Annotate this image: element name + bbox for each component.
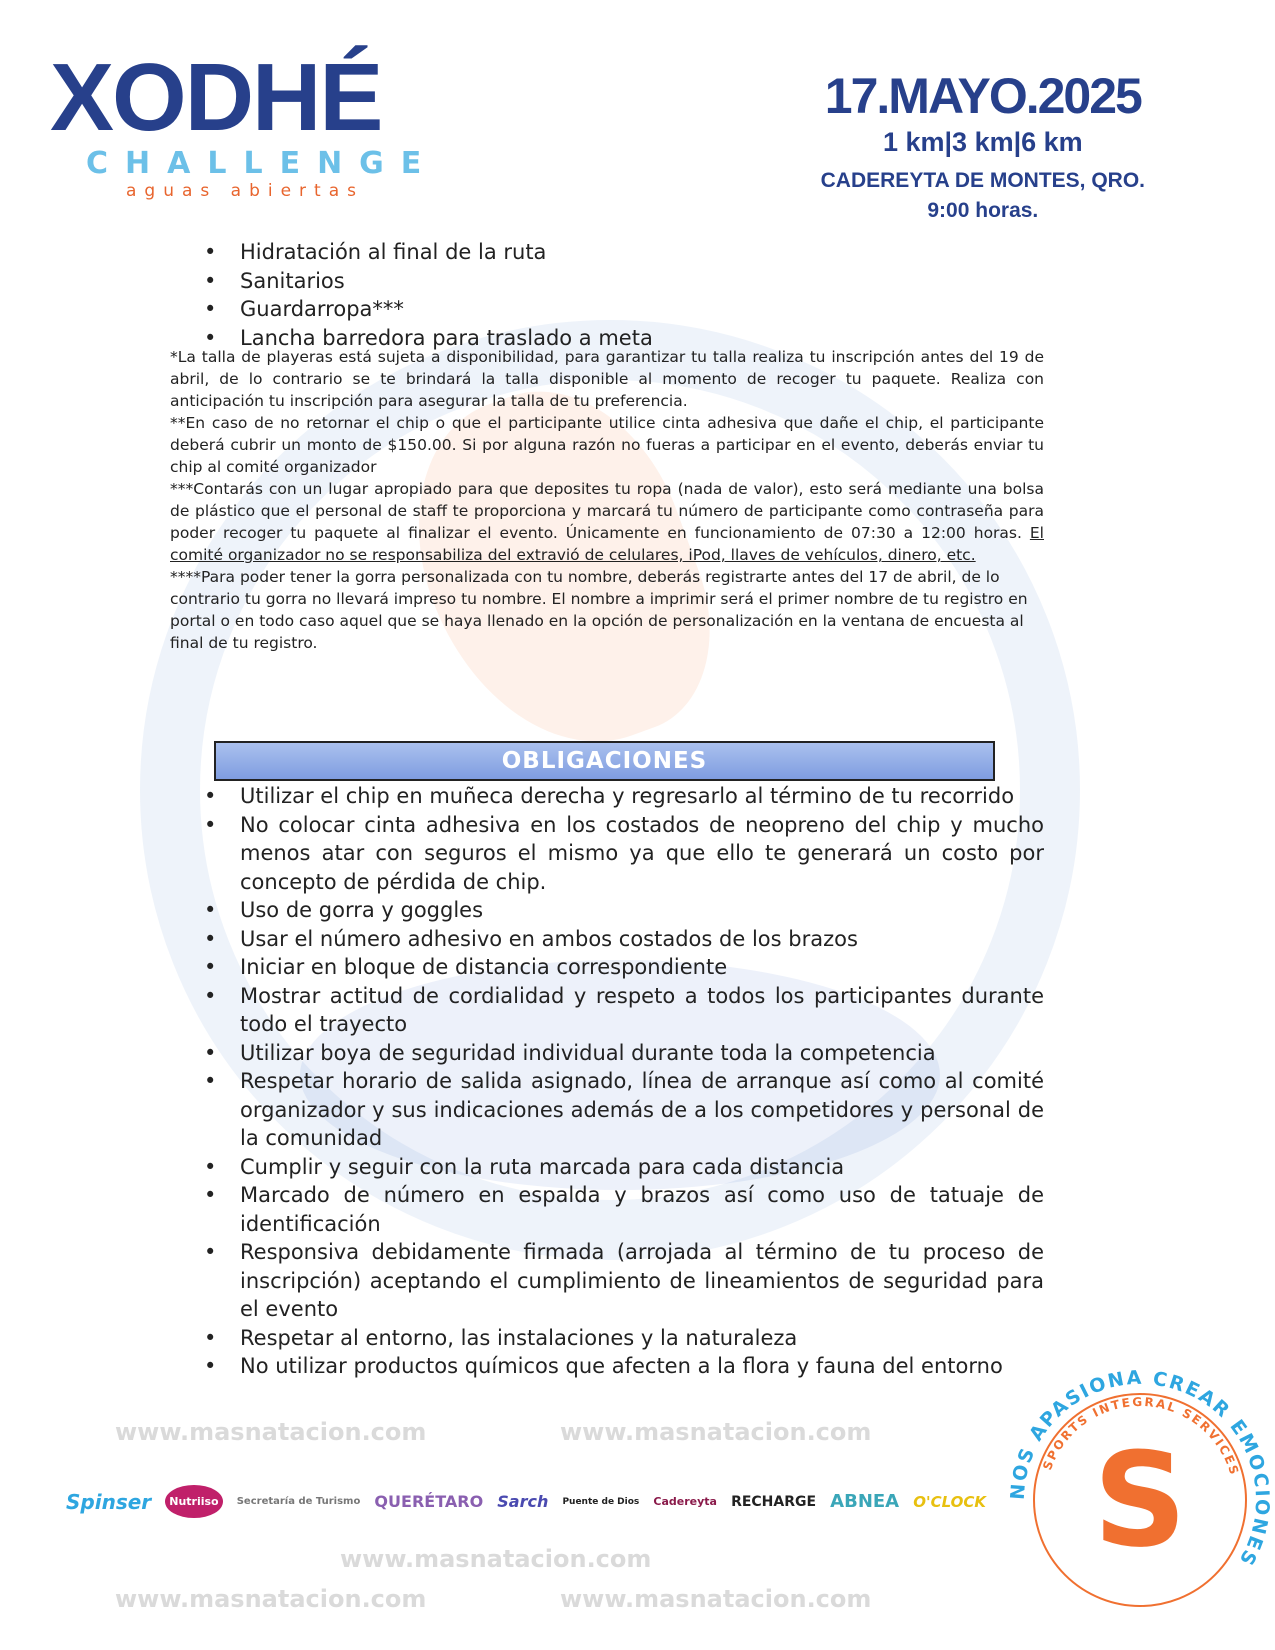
watermark: www.masnatacion.com [115,1585,427,1613]
sponsor-logo: RECHARGE [731,1493,817,1510]
watermark: www.masnatacion.com [340,1545,652,1573]
footnote-text: ***Contarás con un lugar apropiado para que deposites tu ropa (nada de valor), esto será mediante una bolsa de plástico que el personal de staff te proporciona y marcará tu número de participante como contraseña para poder recoger tu paquete al finalizar el evento. Únicamente en funcionamiento de 07:30 a 12:00 horas. [170,480,1044,542]
list-item: • Guardarropa*** [204,295,1044,324]
logo-subtitle: CHALLENGE [86,146,439,181]
logo-tagline: aguas abiertas [126,181,364,201]
footnotes [170,346,1044,654]
sports-integral-services-badge [1005,1365,1275,1635]
kit-list [204,238,1044,352]
watermark: www.masnatacion.com [560,1418,872,1446]
sponsor-logo: Spinser [66,1489,152,1514]
list-item: • Uso de gorra y goggles [204,896,1044,925]
event-logo [50,44,439,201]
list-item: • Iniciar en bloque de distancia correspondiente [204,953,1044,982]
list-item: • No utilizar productos químicos que afecten a la flora y fauna del entorno [204,1352,1044,1381]
sponsor-logo: Cadereyta [653,1495,717,1508]
footnote-disclaimer: El comité organizador no se responsabiliza del extravió de celulares, iPod, llaves de vehículos, dinero, etc. [170,524,1044,564]
list-item: • Utilizar boya de seguridad individual durante toda la competencia [204,1039,1044,1068]
sponsor-logo: Nutriiso [165,1485,222,1518]
sponsor-logo: Puente de Dios [562,1496,640,1507]
sponsor-logo: Sarch [497,1492,549,1511]
list-item: • Usar el número adhesivo en ambos costados de los brazos [204,925,1044,954]
list-item: • Sanitarios [204,267,1044,296]
footnote [170,478,1044,566]
list-item: • Mostrar actitud de cordialidad y respeto a todos los participantes durante todo el trayecto [204,982,1044,1039]
badge-letter: S [1093,1424,1187,1576]
event-info [821,68,1145,226]
obligations-list [204,782,1044,1381]
list-item: • Cumplir y seguir con la ruta marcada para cada distancia [204,1153,1044,1182]
list-item: • Responsiva debidamente firmada (arrojada al término de tu proceso de inscripción) aceptando el cumplimiento de lineamientos de seguridad para el evento [204,1238,1044,1324]
event-time: 9:00 horas. [927,199,1039,222]
list-item: • Marcado de número en espalda y brazos así como uso de tatuaje de identificación [204,1181,1044,1238]
badge-inner-textpath: SPORTS INTEGRAL SERVICES [1040,1394,1242,1478]
sponsor-logo: O'CLOCK [913,1492,986,1511]
badge-ring-textpath: NOS APASIONA CREAR EMOCIONES [1006,1366,1274,1571]
list-item: • Utilizar el chip en muñeca derecha y regresarlo al término de tu recorrido [204,782,1044,811]
sponsor-logo: Secretaría de Turismo [236,1496,361,1507]
list-item: • Respetar al entorno, las instalaciones y la naturaleza [204,1324,1044,1353]
event-date: 17.MAYO.2025 [824,68,1141,124]
sponsor-logos [66,1485,986,1518]
footnote: ****Para poder tener la gorra personalizada con tu nombre, deberás registrarte antes del 17 de abril, de lo contrario tu gorra no llevará impreso tu nombre. El nombre a imprimir será el primer nombre de tu registro en portal o en todo caso aquel que se haya llenado en la opción de personalización en la ventana de encuesta al final de tu registro. [170,568,1028,652]
section-heading: OBLIGACIONES [214,741,995,781]
footnote: **En caso de no retornar el chip o que el participante utilice cinta adhesiva que dañe el chip, el participante deberá cubrir un monto de $150.00. Si por alguna razón no fueras a participar en el evento, deberás enviar tu chip al comité organizador [170,414,1044,476]
sponsor-logo: ABNEA [830,1491,900,1512]
list-item: • Lancha barredora para traslado a meta [204,324,1044,353]
event-location: CADEREYTA DE MONTES, QRO. [820,169,1145,192]
watermark: www.masnatacion.com [560,1585,872,1613]
list-item: • Hidratación al final de la ruta [204,238,1044,267]
watermark: www.masnatacion.com [115,1418,427,1446]
sponsor-logo: QUERÉTARO [374,1492,484,1511]
list-item: • Respetar horario de salida asignado, línea de arranque así como al comité organizador y sus indicaciones además de a los competidores y personal de la comunidad [204,1067,1044,1153]
footnote: *La talla de playeras está sujeta a disponibilidad, para garantizar tu talla realiza tu inscripción antes del 19 de abril, de lo contrario se te brindará la talla disponible al momento de recoger tu paquete. Realiza con anticipación tu inscripción para asegurar la talla de tu preferencia. [170,348,1044,410]
list-item: • No colocar cinta adhesiva en los costados de neopreno del chip y mucho menos atar con seguros el mismo ya que ello te generará un costo por concepto de pérdida de chip. [204,811,1044,897]
logo-title: XODHÉ [50,44,382,151]
event-distances: 1 km|3 km|6 km [882,127,1083,157]
